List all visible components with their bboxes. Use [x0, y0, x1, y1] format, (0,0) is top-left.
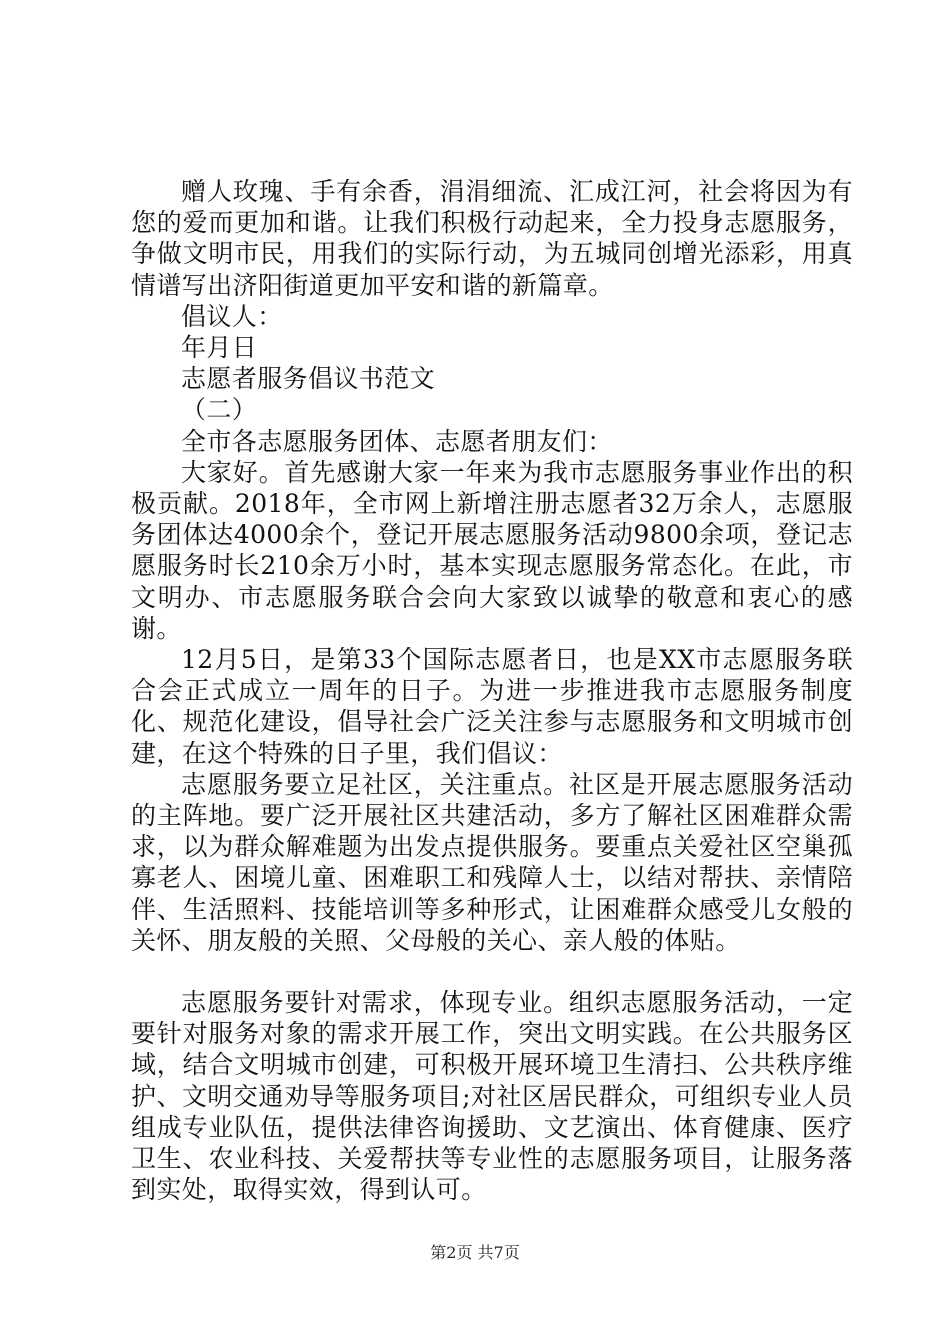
- paragraph-salutation: 全市各志愿服务团体、志愿者朋友们：: [181, 426, 613, 456]
- paragraph-volunteer-day: 12月5日，是第33个国际志愿者日，也是XX市志愿服务联合会正式成立一周年的日子。为进一步推进我市志愿服务制度化、规范化建设，倡导社会广泛关注参与志愿服务和文明城市创建，在这个特殊的日子里，我们倡议：: [131, 645, 853, 768]
- page-number-footer: 第2页 共7页: [430, 1243, 520, 1262]
- paragraph-date: 年月日: [181, 333, 258, 363]
- paragraph-greeting: 大家好。首先感谢大家一年来为我市志愿服务事业作出的积极贡献。2018年，全市网上新增注册志愿者32万余人，志愿服务团体达4000余个，登记开展志愿服务活动9800余项，登记志愿服务时长210余万小时，基本实现志愿服务常态化。在此，市文明办、市志愿服务联合会向大家致以诚挚的敬意和衷心的感谢。: [131, 457, 853, 643]
- paragraph-closing: 赠人玫瑰、手有余香，涓涓细流、汇成江河，社会将因为有您的爱而更加和谐。让我们积极行动起来，全力投身志愿服务，争做文明市民，用我们的实际行动，为五城同创增光添彩，用真情谱写出济阳街道更加平安和谐的新篇章。: [131, 177, 853, 300]
- paragraph-section-number: （二）: [181, 395, 258, 425]
- paragraph-professional-service: 志愿服务要针对需求，体现专业。组织志愿服务活动，一定要针对服务对象的需求开展工作，突出文明实践。在公共服务区域，结合文明城市创建，可积极开展环境卫生清扫、公共秩序维护、文明交通劝导等服务项目;对社区居民群众，可组织专业人员组成专业队伍，提供法律咨询援助、文艺演出、体育健康、医疗卫生、农业科技、关爱帮扶等专业性的志愿服务项目，让服务落到实处，取得实效，得到认可。: [131, 988, 853, 1205]
- paragraph-initiator: 倡议人：: [181, 301, 283, 331]
- document-body: [131, 176, 853, 1206]
- paragraph-community-focus: 志愿服务要立足社区，关注重点。社区是开展志愿服务活动的主阵地。要广泛开展社区共建活动，多方了解社区困难群众需求，以为群众解难题为出发点提供服务。要重点关爱社区空巢孤寡老人、困境儿童、困难职工和残障人士，以结对帮扶、亲情陪伴、生活照料、技能培训等多种形式，让困难群众感受儿女般的关怀、朋友般的关照、父母般的关心、亲人般的体贴。: [131, 769, 853, 955]
- paragraph-title: 志愿者服务倡议书范文: [181, 364, 436, 394]
